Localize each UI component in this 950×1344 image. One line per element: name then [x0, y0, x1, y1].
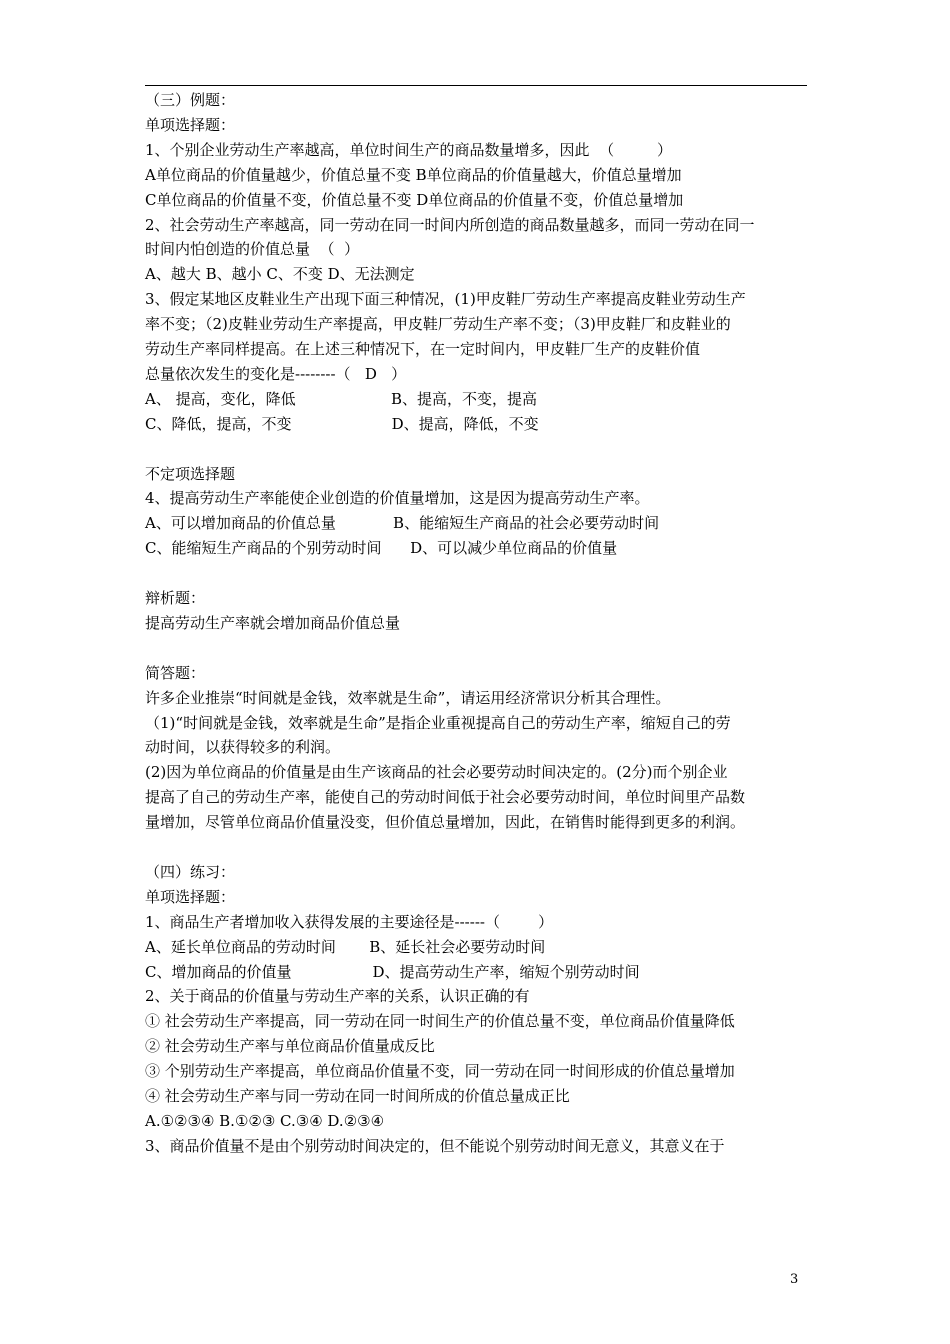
text-line: A、延长单位商品的劳动时间 B、延长社会必要劳动时间	[145, 937, 546, 956]
text-line: A.①②③④ B.①②③ C.③④ D.②③④	[145, 1111, 385, 1130]
text-line: 提高劳动生产率就会增加商品价值总量	[145, 613, 401, 632]
page-number: 3	[790, 1272, 799, 1287]
text-line: 单项选择题：	[145, 115, 236, 134]
text-line: A单位商品的价值量越少，价值总量不变 B单位商品的价值量越大，价值总量增加	[145, 165, 682, 184]
text-line: C、能缩短生产商品的个别劳动时间 D、可以减少单位商品的价值量	[145, 539, 618, 558]
text-line: 劳动生产率同样提高。在上述三种情况下，在一定时间内，甲皮鞋厂生产的皮鞋价值	[145, 340, 701, 358]
text-line: A、 提高，变化，降低 B、提高，不变，提高	[145, 389, 537, 408]
text-line: 时间内怕创造的价值总量 （ ）	[145, 240, 360, 259]
text-line: ② 社会劳动生产率与单位商品价值量成反比	[145, 1037, 435, 1056]
text-line: 单项选择题：	[145, 887, 236, 906]
text-line: 量增加，尽管单位商品价值量没变，但价值总量增加，因此，在销售时能得到更多的利润。	[145, 813, 746, 832]
text-line: C单位商品的价值量不变，价值总量不变 D单位商品的价值量不变，价值总量增加	[145, 190, 684, 209]
text-line: （1)“时间就是金钱，效率就是生命”是指企业重视提高自己的劳动生产率，缩短自己的劳	[145, 713, 731, 732]
text-line: 率不变；（2)皮鞋业劳动生产率提高，甲皮鞋厂劳动生产率不变；（3)甲皮鞋厂和皮鞋业的	[145, 315, 731, 334]
text-line: （四）练习：	[145, 862, 236, 881]
text-line: C、降低，提高，不变 D、提高，降低，不变	[145, 414, 539, 433]
text-line: 3、商品价值量不是由个别劳动时间决定的，但不能说个别劳动时间无意义，其意义在于	[145, 1136, 725, 1155]
text-line: 简答题：	[145, 663, 206, 682]
text-line: 1、商品生产者增加收入获得发展的主要途径是------（ ）	[145, 912, 554, 931]
text-line: （三）例题：	[145, 91, 236, 109]
text-line: A、可以增加商品的价值总量 B、能缩短生产商品的社会必要劳动时间	[145, 514, 660, 533]
text-line: 3、假定某地区皮鞋业生产出现下面三种情况，(1)甲皮鞋厂劳动生产率提高皮鞋业劳动生产	[145, 290, 746, 309]
text-line: 不定项选择题	[145, 464, 236, 483]
text-line: 2、关于商品的价值量与劳动生产率的关系，认识正确的有	[145, 987, 530, 1006]
text-line: 辩析题：	[145, 589, 206, 607]
text-line: ③ 个别劳动生产率提高，单位商品价值量不变，同一劳动在同一时间形成的价值总量增加	[145, 1062, 735, 1081]
text-line: (2)因为单位商品的价值量是由生产该商品的社会必要劳动时间决定的。(2分)而个别企业	[145, 763, 728, 782]
text-line: A、越大 B、越小 C、不变 D、无法测定	[145, 265, 415, 284]
text-line: 许多企业推崇“时间就是金钱，效率就是生命”，请运用经济常识分析其合理性。	[145, 688, 671, 707]
text-line: 提高了自己的劳动生产率，能使自己的劳动时间低于社会必要劳动时间，单位时间里产品数	[145, 788, 746, 807]
text-line: ① 社会劳动生产率提高，同一劳动在同一时间生产的价值总量不变，单位商品价值量降低	[145, 1012, 735, 1031]
text-line: 总量依次发生的变化是--------（ D ）	[145, 364, 407, 383]
text-line: C、增加商品的价值量 D、提高劳动生产率，缩短个别劳动时间	[145, 962, 640, 981]
text-line: 1、个别企业劳动生产率越高，单位时间生产的商品数量增多，因此 （ ）	[145, 140, 672, 159]
text-line: 2、社会劳动生产率越高，同一劳动在同一时间内所创造的商品数量越多，而同一劳动在同一	[145, 215, 755, 234]
text-line: 4、提高劳动生产率能使企业创造的价值量增加，这是因为提高劳动生产率。	[145, 489, 650, 508]
text-line: ④ 社会劳动生产率与同一劳动在同一时间所成的价值总量成正比	[145, 1087, 570, 1105]
header-rule	[145, 85, 807, 86]
text-line: 动时间，以获得较多的利润。	[145, 738, 341, 757]
